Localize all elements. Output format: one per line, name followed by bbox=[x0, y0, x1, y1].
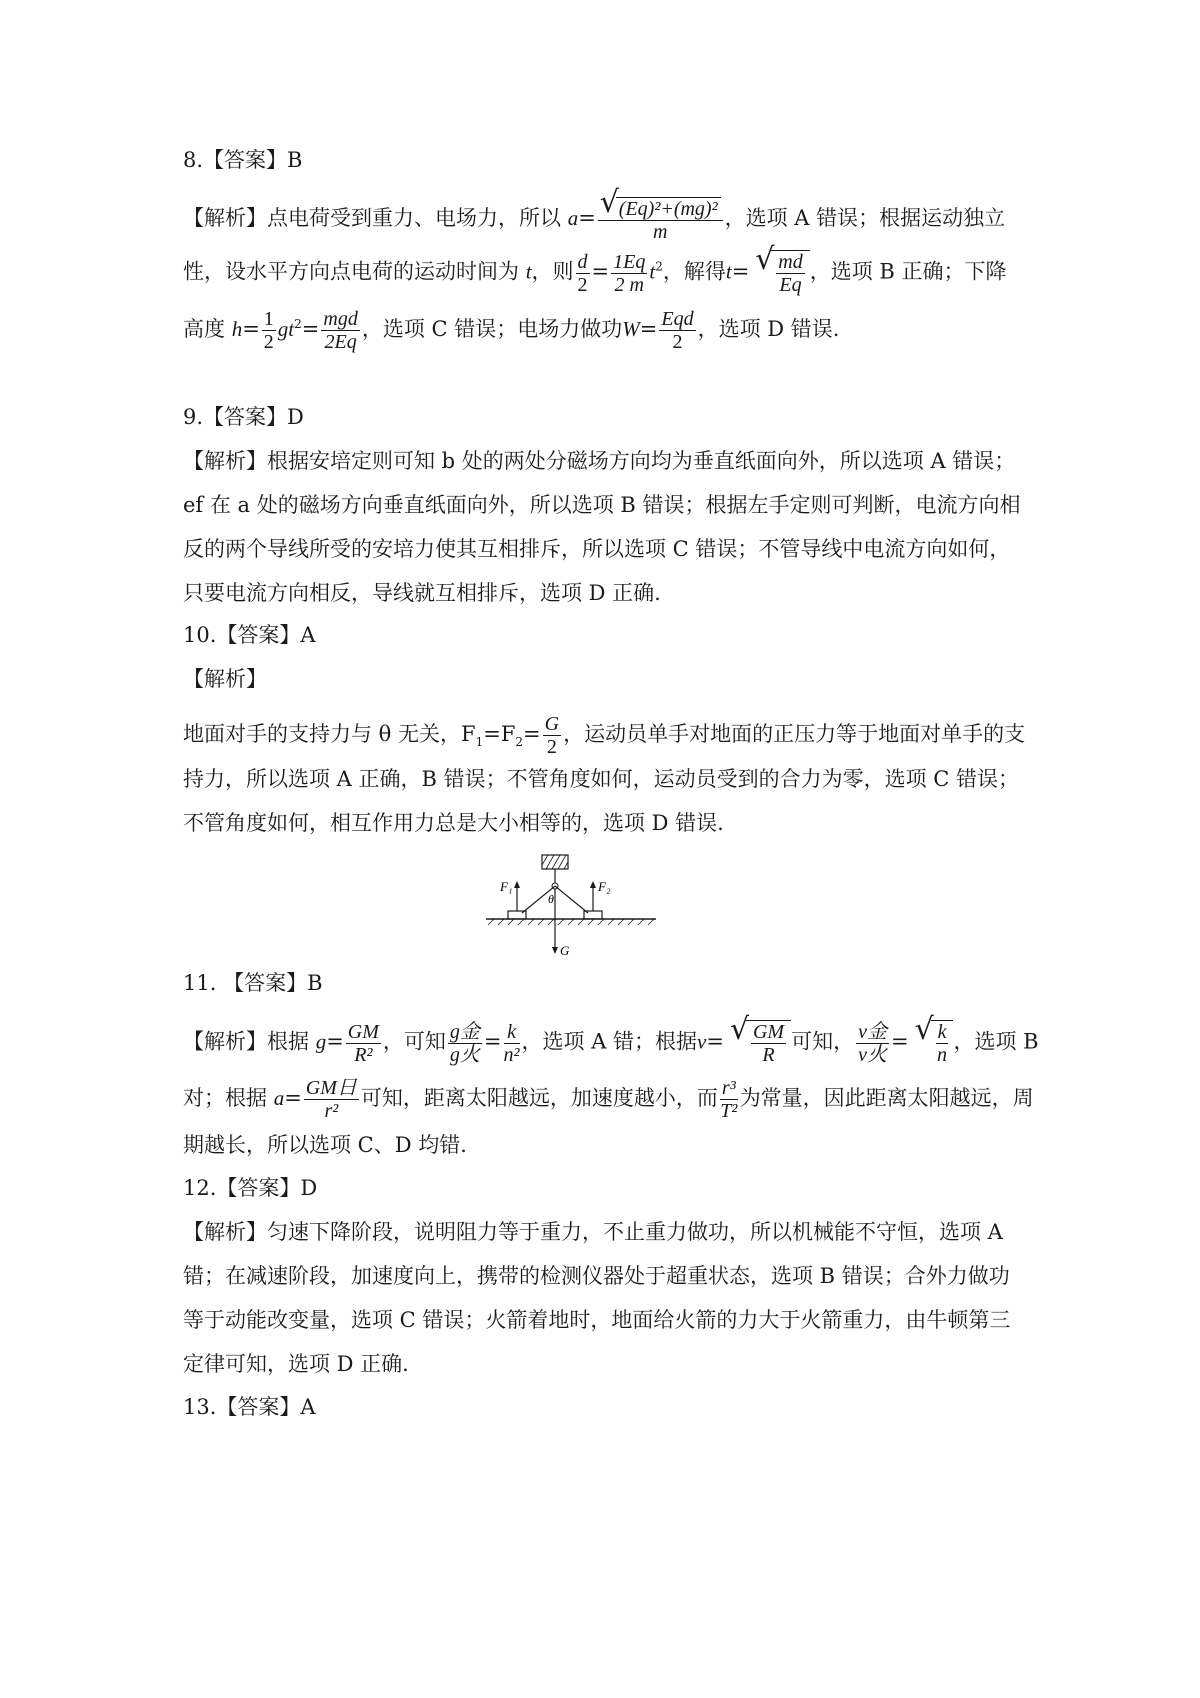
q10-l1-text-c: ，运动员单手对地面的正压力等于地面对单手的支 bbox=[563, 722, 1026, 746]
q11-l2-text-c: 为常量，因此距离太阳越远，周 bbox=[739, 1086, 1034, 1110]
q11-l1-text-d: 可知， bbox=[791, 1029, 855, 1054]
q12-line-2: 错；在减速阶段，加速度向上，携带的检测仪器处于超重状态，选项 B 错误；合外力做功 bbox=[183, 1264, 1010, 1288]
q8-eq-den: 2 m bbox=[614, 273, 644, 296]
q11-kn-num: √ k bbox=[937, 1021, 947, 1043]
f1-arrowhead bbox=[514, 881, 520, 888]
q10-g-den: 2 bbox=[546, 736, 557, 758]
f2-arrowhead bbox=[590, 881, 596, 888]
q11-g-ratio bbox=[448, 1021, 482, 1066]
q8-accel-fraction bbox=[598, 196, 723, 243]
q11-kepler bbox=[720, 1077, 738, 1122]
q10-header: 10.【答案】A bbox=[183, 623, 316, 647]
q11-k-n2 bbox=[504, 1021, 520, 1066]
q11-v-huo: v火 bbox=[858, 1043, 887, 1066]
q10-line-1: 地面对手的支持力与 θ 无关，$F_1=F_2=$ $\frac{G}{2}$ ，运动员单手对地面的正压力等于地面对单手的支 bbox=[183, 713, 1026, 758]
q8-l2-var-t2: t bbox=[725, 259, 732, 284]
q8-l3-var-h: h bbox=[231, 317, 243, 341]
q8-l3-text-a: 高度 bbox=[183, 317, 225, 341]
q8-eq-num: 1Eq bbox=[613, 250, 646, 273]
q8-accel-denominator: m bbox=[652, 220, 668, 243]
q8-l3-var-W: W bbox=[622, 317, 640, 341]
q12-line-3: 等于动能改变量，选项 C 错误；火箭着地时，地面给火箭的力大于火箭重力，由牛顿第三 bbox=[183, 1308, 1011, 1332]
q11-l1-text-b: ，可知 bbox=[382, 1029, 446, 1054]
q8-half bbox=[262, 308, 276, 353]
q8-l2-text-d: ，选项 B 正确；下降 bbox=[809, 259, 1007, 284]
q9-header: 9.【答案】D bbox=[183, 405, 304, 429]
q11-l2-text-a: 对；根据 bbox=[183, 1086, 267, 1110]
q10-g-num: G bbox=[544, 713, 560, 735]
q9-line-3: 反的两个导线所受的安培力使其互相排斥，所以选项 C 错误；不管导线中电流方向如何， bbox=[183, 537, 1011, 561]
q11-r2-den-2: r² bbox=[324, 1100, 339, 1122]
q11-kn-den: n bbox=[937, 1044, 948, 1066]
q11-v-num: √ GM bbox=[752, 1021, 785, 1043]
q8-half-den: 2 bbox=[263, 331, 274, 353]
g-label: G bbox=[560, 943, 570, 958]
q8-l2-text-c: ，解得 bbox=[662, 259, 726, 284]
q11-header: 11. 【答案】B bbox=[183, 971, 323, 995]
q11-v-den: R bbox=[762, 1044, 775, 1066]
q11-v-ratio bbox=[856, 1021, 889, 1066]
q11-line-3: 期越长，所以选项 C、D 均错. bbox=[183, 1133, 467, 1157]
q11-r2-den: R² bbox=[354, 1043, 373, 1066]
q8-l1-var-a: a bbox=[567, 205, 579, 230]
q11-n2-den: n² bbox=[503, 1043, 520, 1066]
q8-line-3: 高度 h= $\frac{1}{2}$ $gt^2=$ $\frac{\text{mgd}}{2Eq}$ ，选项 C 错误；电场力做功W= $\frac{\text{Eqd}}{2}$ ，选项 D 错误. bbox=[183, 308, 840, 353]
q8-line-2: 性，设水平方向点电荷的运动时间为 t，则 $\frac{d}{2}$ = $\frac{1Eq}{2 m}$ $t^2$，解得t= √ $\frac{md}{Eq}$ ，选项 B 正确；下降 bbox=[183, 250, 1007, 296]
q8-work-num: Eqd bbox=[661, 308, 694, 330]
q11-k-num: k bbox=[504, 1021, 520, 1044]
q11-gm-sun-num: GM日 bbox=[305, 1077, 357, 1099]
q11-v-jin: v金 bbox=[858, 1020, 887, 1043]
right-arm bbox=[555, 886, 588, 913]
f1-label: F₁ bbox=[500, 879, 513, 894]
q11-kn-sqrt bbox=[931, 1020, 954, 1066]
q8-l1-text-b: ，选项 A 错误；根据运动独立 bbox=[724, 205, 1006, 230]
q8-gt: gt bbox=[277, 317, 295, 341]
q11-var-v: v bbox=[697, 1029, 707, 1054]
q8-work-fraction bbox=[659, 308, 695, 353]
q8-l2-text-b: ，则 bbox=[531, 259, 574, 284]
q12-header: 12.【答案】D bbox=[183, 1176, 318, 1200]
q8-sqrt-den: Eq bbox=[779, 274, 802, 296]
q8-l2-var-t: t bbox=[525, 259, 532, 284]
q10-l1-text-a: 地面对手的支持力与 θ 无关，F bbox=[183, 722, 476, 746]
q9-line-1: 【解析】根据安培定则可知 b 处的两处分磁场方向均为垂直纸面向外，所以选项 A 错误； bbox=[183, 449, 1016, 473]
q11-line-1: 【解析】根据 g= $\frac{GM}{\text{R²}}$ ，可知 $\frac{\text{g金}}{\text{g火}}$ = $\frac{k}{\text{n²}}$ ，选项 A 错；根据v= √ $\frac{GM}{R}$ 可知， $\frac{\text{v金}}{\text{v火}}$ = √ $\frac{k}{n}$ ，选项 B bbox=[183, 1020, 1039, 1066]
q11-l1-text-e: ，选项 B bbox=[953, 1029, 1039, 1054]
q12-line-4: 定律可知，选项 D 正确. bbox=[183, 1352, 409, 1376]
q11-t2: T² bbox=[720, 1100, 738, 1122]
q11-var-a: a bbox=[273, 1086, 285, 1110]
q10-g-half bbox=[543, 713, 561, 758]
q8-l3-text-c: ，选项 D 错误. bbox=[697, 317, 840, 341]
g-arrowhead bbox=[552, 947, 558, 954]
q13-header: 13.【答案】A bbox=[183, 1395, 316, 1419]
q8-line-1: 【解析】点电荷受到重力、电场力，所以 a= √ $\frac{\text{(Eq)²+(mg)²}}{m}$ ，选项 A 错误；根据运动独立 bbox=[183, 196, 1005, 243]
q8-half-num: 1 bbox=[263, 308, 274, 330]
q8-l2-text-a: 性，设水平方向点电荷的运动时间为 bbox=[183, 259, 519, 284]
q8-header: 8.【答案】B bbox=[183, 148, 303, 172]
q11-v-sqrt bbox=[746, 1020, 791, 1066]
q8-l3-text-b: ，选项 C 错误；电场力做功 bbox=[361, 317, 623, 341]
q11-l2-text-b: 可知，距离太阳越远，加速度越小，而 bbox=[360, 1086, 718, 1110]
q8-height-den: 2Eq bbox=[324, 331, 357, 353]
q11-gm-sun bbox=[304, 1077, 359, 1122]
q8-height-fraction bbox=[321, 308, 359, 353]
q9-line-4: 只要电流方向相反，导线就互相排斥，选项 D 正确. bbox=[183, 581, 661, 605]
q8-sqrt-num: √ md bbox=[778, 251, 803, 273]
q9-line-2: ef 在 a 处的磁场方向垂直纸面向外，所以选项 B 错误；根据左手定则可判断，电流方向相 bbox=[183, 493, 1021, 517]
theta-label: θ bbox=[548, 892, 554, 906]
q11-g-huo: g火 bbox=[449, 1043, 480, 1066]
q8-height-num: mgd bbox=[323, 308, 358, 330]
q11-var-g: g bbox=[315, 1029, 327, 1054]
q8-d-den: 2 bbox=[577, 273, 588, 296]
q8-sqrt bbox=[771, 250, 809, 296]
ceiling-block bbox=[542, 855, 568, 869]
q10-line-3: 不管角度如何，相互作用力总是大小相等的，选项 D 错误. bbox=[183, 811, 724, 835]
q12-line-1: 【解析】匀速下降阶段，说明阻力等于重力，不止重力做功，所以机械能不守恒，选项 A bbox=[183, 1220, 1003, 1244]
force-diagram bbox=[486, 853, 656, 963]
f2-label: F₂ bbox=[598, 879, 611, 894]
q11-g-jin: g金 bbox=[449, 1020, 480, 1043]
q8-accel-numerator: (Eq)²+(mg)² bbox=[618, 197, 718, 220]
q11-gm-r2 bbox=[346, 1021, 381, 1066]
q8-work-den: 2 bbox=[672, 331, 683, 353]
ground-hatch bbox=[488, 919, 654, 925]
q10-line-2: 持力，所以选项 A 正确，B 错误；不管角度如何，运动员受到的合力为零，选项 C 错误； bbox=[183, 767, 1020, 791]
q11-line-2: 对；根据 a= $\frac{\text{GM日}}{\text{r²}}$ 可知，距离太阳越远，加速度越小，而 $\frac{\text{r³}}{\text{T²}}$ 为常量，因此距离太阳越远，周 bbox=[183, 1077, 1034, 1122]
q11-l1-text-a: 【解析】根据 bbox=[183, 1029, 309, 1054]
q11-gm-num: GM bbox=[347, 1020, 379, 1043]
q11-l1-text-c: ，选项 A 错；根据 bbox=[521, 1029, 698, 1054]
q10-label: 【解析】 bbox=[183, 667, 267, 691]
q8-eq-fraction bbox=[611, 251, 647, 296]
q8-d-num: d bbox=[577, 250, 588, 273]
ceiling-hatch bbox=[542, 855, 568, 869]
q8-l1-text-a: 【解析】点电荷受到重力、电场力，所以 bbox=[183, 205, 561, 230]
q10-l1-text-b: =F bbox=[483, 722, 516, 746]
q11-r3: r³ bbox=[721, 1077, 736, 1099]
q8-d-over-2 bbox=[576, 251, 590, 296]
